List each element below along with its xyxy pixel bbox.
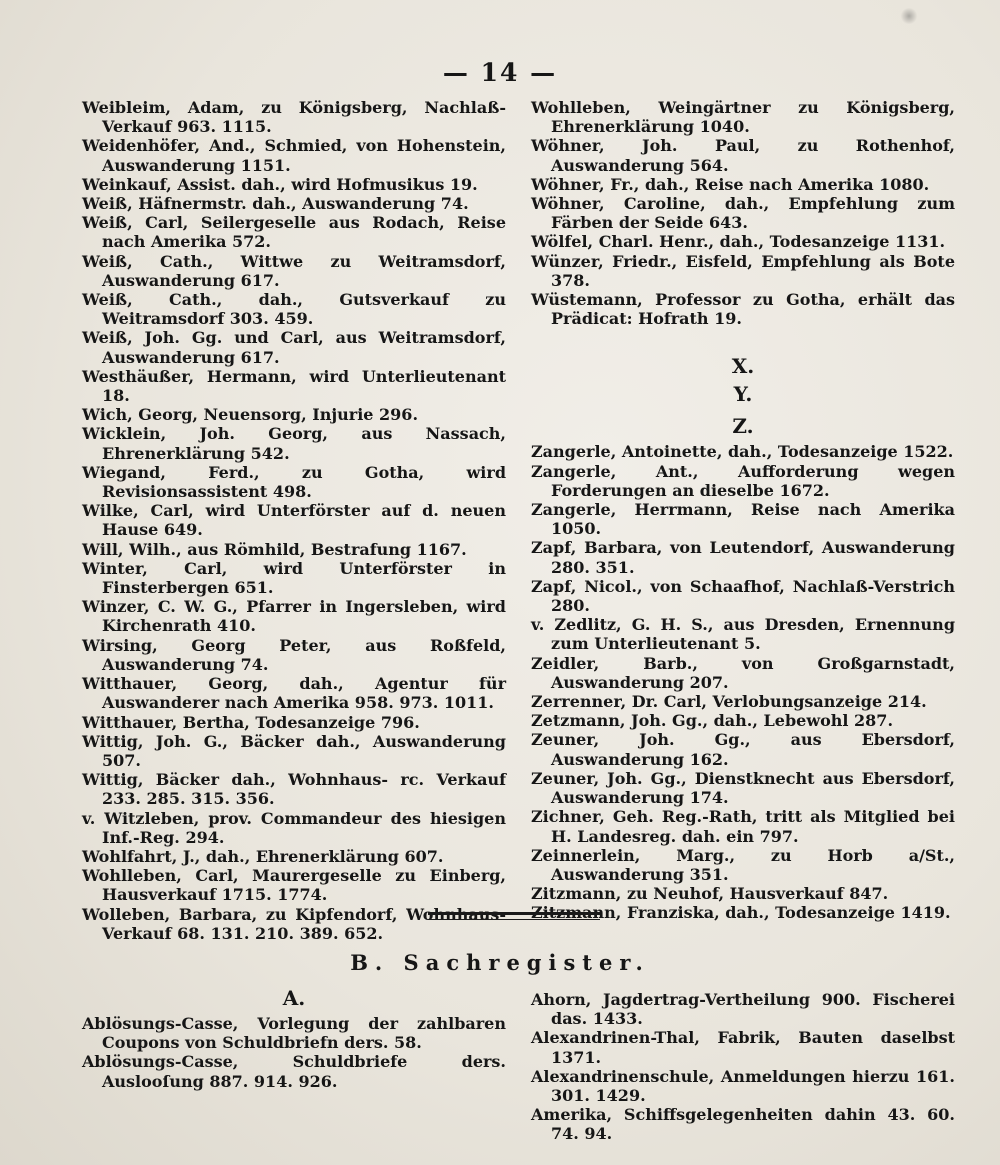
index-entry: Wittig, Joh. G., Bäcker dah., Auswanderung 507. xyxy=(82,731,506,770)
index-entry: Wolleben, Barbara, zu Kipfendorf, Wohnhaus-Verkauf 68. 131. 210. 389. 652. xyxy=(82,904,506,943)
index-entry: Zeidler, Barb., von Großgarnstadt, Auswanderung 207. xyxy=(531,653,955,692)
index-entry: Zitzmann, zu Neuhof, Hausverkauf 847. xyxy=(531,884,889,904)
right-column xyxy=(531,98,955,923)
index-entry: Zangerle, Ant., Aufforderung wegen Forderungen an dieselbe 1672. xyxy=(531,461,955,500)
letter-heading-x: X. xyxy=(731,354,755,379)
index-entry: Zetzmann, Joh. Gg., dah., Lebewohl 287. xyxy=(531,711,894,731)
index-entry: Wohlleben, Weingärtner zu Königsberg, Ehrenerklärung 1040. xyxy=(531,98,955,137)
index-entry: v. Zedlitz, G. H. S., aus Dresden, Ernennung zum Unterlieutenant 5. xyxy=(531,615,955,654)
index-entry: Wiegand, Ferd., zu Gotha, wird Revisionsassistent 498. xyxy=(82,462,506,502)
index-entry: Weiß, Cath., dah., Gutsverkauf zu Weitramsdorf 303. 459. xyxy=(82,290,506,329)
section-title: B. Sachregister. xyxy=(350,950,650,975)
index-entry: Zitzmann, Franziska, dah., Todesanzeige 1419. xyxy=(531,903,951,923)
index-entry: Winter, Carl, wird Unterförster in Finsterbergen 651. xyxy=(82,558,506,598)
index-entry: Wilke, Carl, wird Unterförster auf d. neuen Hause 649. xyxy=(82,501,506,540)
index-entry: Ablösungs-Casse, Schuldbriefe ders. Auslooſung 887. 914. 926. xyxy=(82,1052,506,1091)
index-entry: Wohlleben, Carl, Maurergeselle zu Einberg, Hausverkauf 1715. 1774. xyxy=(82,866,506,905)
index-entry: Zapf, Barbara, von Leutendorf, Auswanderung 280. 351. xyxy=(531,538,955,577)
index-entry: Ablösungs-Casse, Vorlegung der zahlbaren Coupons von Schuldbriefn ders. 58. xyxy=(82,1014,506,1053)
index-entry: Zerrenner, Dr. Carl, Verlobungsanzeige 214. xyxy=(531,692,927,712)
sachregister-right-column xyxy=(531,990,955,1144)
index-entry: Wirsing, Georg Peter, aus Roßfeld, Auswanderung 74. xyxy=(82,635,506,674)
ink-smudge xyxy=(900,8,918,24)
letter-heading-a: A. xyxy=(282,986,306,1010)
index-entry: Wünzer, Friedr., Eisfeld, Empfehlung als Bote 378. xyxy=(531,251,955,290)
index-entry: Weibleim, Adam, zu Königsberg, Nachlaß-Verkauf 963. 1115. xyxy=(82,98,506,137)
index-entry: Ahorn, Jagdertrag-Vertheilung 900. Fischerei das. 1433. xyxy=(531,990,955,1029)
index-entry: Weiß, Joh. Gg. und Carl, aus Weitramsdorf, Auswanderung 617. xyxy=(82,328,506,367)
index-entry: Weiß, Häfnermstr. dah., Auswanderung 74. xyxy=(82,194,469,214)
index-entry: Weiß, Cath., Wittwe zu Weitramsdorf, Auswanderung 617. xyxy=(82,251,506,290)
section-divider xyxy=(428,912,600,920)
index-entry: Zeinnerlein, Marg., zu Horb a/St., Auswanderung 351. xyxy=(531,845,955,884)
index-entry: Zeuner, Joh. Gg., Dienstknecht aus Ebersdorf, Auswanderung 174. xyxy=(531,768,955,808)
index-entry: Westhäußer, Hermann, wird Unterlieutenant 18. xyxy=(82,366,506,406)
index-entry: Wohlfahrt, J., dah., Ehrenerklärung 607. xyxy=(82,846,444,866)
letter-heading-z: Z. xyxy=(732,414,754,439)
index-entry: Wich, Georg, Neuensorg, Injurie 296. xyxy=(82,405,419,425)
index-entry: Wicklein, Joh. Georg, aus Nassach, Ehrenerklärung 542. xyxy=(82,424,506,463)
index-entry: Weinkauf, Assist. dah., wird Hofmusikus 19. xyxy=(82,174,478,194)
sachregister-left-column xyxy=(82,986,506,1091)
index-entry: Alexandrinen-Thal, Fabrik, Bauten daselbst 1371. xyxy=(531,1028,955,1067)
letter-heading-y: Y. xyxy=(733,382,753,407)
index-entry: Weidenhöfer, And., Schmied, von Hohenstein, Auswanderung 1151. xyxy=(82,136,506,175)
index-entry: Winzer, C. W. G., Pfarrer in Ingersleben, wird Kirchenrath 410. xyxy=(82,597,506,636)
index-entry: Wöhner, Caroline, dah., Empfehlung zum Färben der Seide 643. xyxy=(531,194,955,233)
index-entry: Will, Wilh., aus Römhild, Bestrafung 1167. xyxy=(82,539,467,559)
index-entry: Wüstemann, Professor zu Gotha, erhält das Prädicat: Hofrath 19. xyxy=(531,290,955,329)
index-entry: Amerika, Schiffsgelegenheiten dahin 43. 60. 74. 94. xyxy=(531,1105,955,1144)
index-entry: Witthauer, Georg, dah., Agentur für Auswanderer nach Amerika 958. 973. 1011. xyxy=(82,674,506,713)
index-entry: Zeuner, Joh. Gg., aus Ebersdorf, Auswanderung 162. xyxy=(531,730,955,769)
index-entry: Zangerle, Antoinette, dah., Todesanzeige 1522. xyxy=(531,442,954,462)
index-entry: Zangerle, Herrmann, Reise nach Amerika 1050. xyxy=(531,500,955,539)
page-number: — 14 — xyxy=(442,58,558,87)
index-entry: Wittig, Bäcker dah., Wohnhaus- rc. Verkauf 233. 285. 315. 356. xyxy=(82,770,506,809)
index-entry: Zichner, Geh. Reg.-Rath, tritt als Mitglied bei H. Landesreg. dah. ein 797. xyxy=(531,807,955,846)
index-entry: Weiß, Carl, Seilergeselle aus Rodach, Reise nach Amerika 572. xyxy=(82,213,506,252)
left-column xyxy=(82,98,506,943)
index-entry: Wöhner, Joh. Paul, zu Rothenhof, Auswanderung 564. xyxy=(531,136,955,175)
index-entry: v. Witzleben, prov. Commandeur des hiesigen Inf.-Reg. 294. xyxy=(82,808,506,847)
index-entry: Zapf, Nicol., von Schaafhof, Nachlaß-Verstrich 280. xyxy=(531,576,955,616)
index-entry: Wöhner, Fr., dah., Reise nach Amerika 1080. xyxy=(531,174,930,194)
index-entry: Wölfel, Charl. Henr., dah., Todesanzeige 1131. xyxy=(531,232,946,252)
index-entry: Witthauer, Bertha, Todesanzeige 796. xyxy=(82,712,420,732)
index-entry: Alexandrinenschule, Anmeldungen hierzu 161. 301. 1429. xyxy=(531,1066,955,1106)
